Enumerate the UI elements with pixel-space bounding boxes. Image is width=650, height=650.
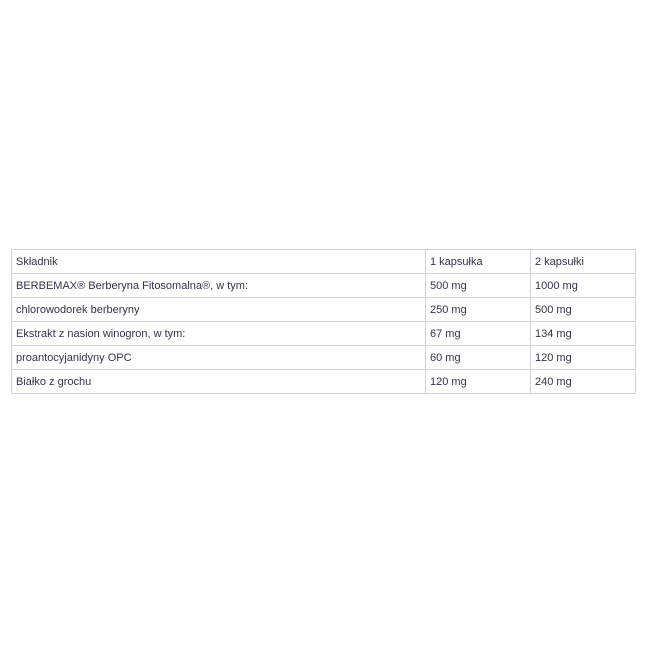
table-row — [12, 274, 636, 298]
table-row — [12, 346, 636, 370]
header-two-capsules: 2 kapsułki — [531, 250, 636, 274]
amount-two-capsules: 500 mg — [531, 298, 636, 322]
amount-one-capsule: 500 mg — [426, 274, 531, 298]
amount-one-capsule: 67 mg — [426, 322, 531, 346]
amount-one-capsule: 250 mg — [426, 298, 531, 322]
ingredient-name: chlorowodorek berberyny — [12, 298, 426, 322]
amount-two-capsules: 134 mg — [531, 322, 636, 346]
amount-two-capsules: 1000 mg — [531, 274, 636, 298]
amount-one-capsule: 60 mg — [426, 346, 531, 370]
table-row — [12, 298, 636, 322]
amount-one-capsule: 120 mg — [426, 370, 531, 394]
amount-two-capsules: 120 mg — [531, 346, 636, 370]
ingredient-name: BERBEMAX® Berberyna Fitosomalna®, w tym: — [12, 274, 426, 298]
ingredient-name: Ekstrakt z nasion winogron, w tym: — [12, 322, 426, 346]
ingredient-name: Białko z grochu — [12, 370, 426, 394]
header-ingredient: Składnik — [12, 250, 426, 274]
header-one-capsule: 1 kapsułka — [426, 250, 531, 274]
ingredients-table — [11, 249, 636, 394]
ingredients-table-container — [11, 249, 635, 394]
table-header-row — [12, 250, 636, 274]
ingredient-name: proantocyjanidyny OPC — [12, 346, 426, 370]
amount-two-capsules: 240 mg — [531, 370, 636, 394]
table-row — [12, 322, 636, 346]
table-row — [12, 370, 636, 394]
